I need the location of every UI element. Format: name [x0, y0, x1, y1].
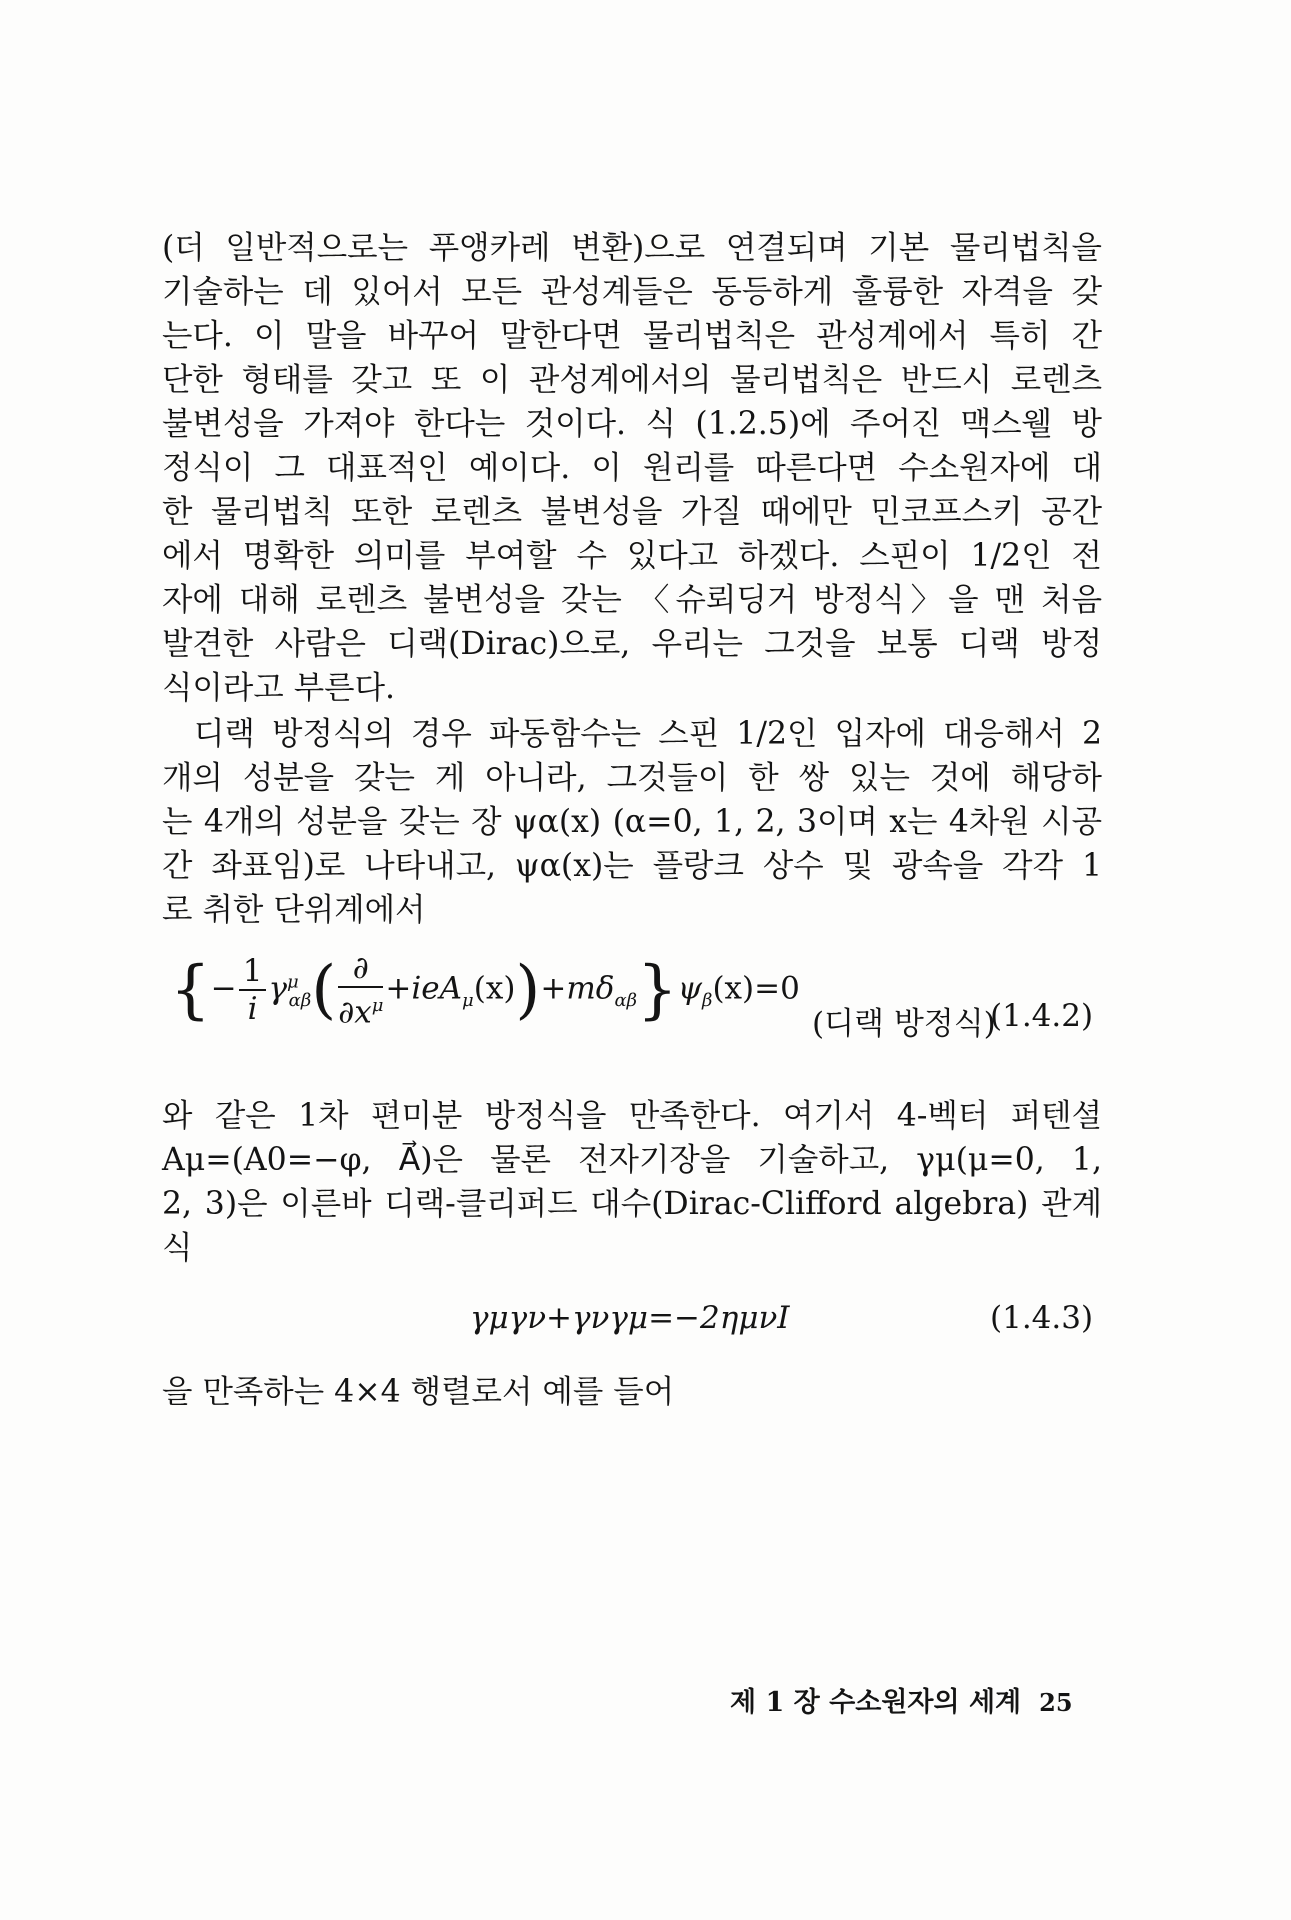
text-line: 발견한 사람은 디랙(Dirac)으로, 우리는 그것을 보통 디랙 방정	[162, 626, 1102, 662]
text-line: 개의 성분을 갖는 게 아니라, 그것들이 한 쌍 있는 것에 해당하	[162, 760, 1102, 796]
text-line: 간 좌표임)로 나타내고, ψα(x)는 플랑크 상수 및 광속을 각각 1	[162, 848, 1102, 884]
text-line: 단한 형태를 갖고 또 이 관성계에서의 물리법칙은 반드시 로렌츠	[162, 362, 1102, 398]
chapter-title: 제 1 장 수소원자의 세계	[730, 1687, 1022, 1718]
text-line: Aμ=(A0=−φ, A⃗)은 물론 전자기장을 기술하고, γμ(μ=0, 1,	[162, 1142, 1102, 1178]
text-line: 디랙 방정식의 경우 파동함수는 스핀 1/2인 입자에 대응해서 2	[194, 716, 1102, 752]
page-number: 25	[1039, 1688, 1073, 1717]
text-line: 는다. 이 말을 바꾸어 말한다면 물리법칙은 관성계에서 특히 간	[162, 318, 1102, 354]
clifford-relation: γμγν+γνγμ=−2ημνI	[470, 1300, 790, 1336]
text-line: 2, 3)은 이른바 디랙-클리퍼드 대수(Dirac-Clifford algebra) 관계	[162, 1186, 1102, 1222]
equation-number: (1.4.3)	[990, 1300, 1094, 1336]
text-line: 기술하는 데 있어서 모든 관성계들은 동등하게 훌륭한 자격을 갖	[162, 274, 1102, 310]
equation-label: (디랙 방정식)	[812, 1006, 996, 1042]
text-line: 정식이 그 대표적인 예이다. 이 원리를 따른다면 수소원자에 대	[162, 450, 1102, 486]
equation-number: (1.4.2)	[990, 998, 1094, 1034]
text-line: 식이라고 부른다.	[162, 670, 396, 706]
text-line: 식	[162, 1230, 193, 1266]
text-line: 로 취한 단위계에서	[162, 892, 426, 928]
text-line: 불변성을 가져야 한다는 것이다. 식 (1.2.5)에 주어진 맥스웰 방	[162, 406, 1102, 442]
text-line: 자에 대해 로렌츠 불변성을 갖는 〈슈뢰딩거 방정식〉을 맨 처음	[162, 582, 1102, 618]
page-footer	[730, 1680, 1102, 1719]
text-line: 에서 명확한 의미를 부여할 수 있다고 하겠다. 스핀이 1/2인 전	[162, 538, 1102, 574]
text-line: 을 만족하는 4×4 행렬로서 예를 들어	[162, 1374, 675, 1410]
text-line: 는 4개의 성분을 갖는 장 ψα(x) (α=0, 1, 2, 3이며 x는 4차원 시공	[162, 804, 1102, 840]
dirac-equation: {− $\frac{1}{i}$ $\gamma^\mu_{\alpha\beta}$( $\frac{\partial}{\partial x^\mu}$ $+ieA_\mu(x))+m\delta_{\alpha\beta}\}\psi_\beta(x)=0$	[170, 950, 800, 1031]
text-line: 와 같은 1차 편미분 방정식을 만족한다. 여기서 4-벡터 퍼텐셜	[162, 1098, 1102, 1134]
text-line: (더 일반적으로는 푸앵카레 변환)으로 연결되며 기본 물리법칙을	[162, 230, 1102, 266]
text-line: 한 물리법칙 또한 로렌츠 불변성을 가질 때에만 민코프스키 공간	[162, 494, 1102, 530]
